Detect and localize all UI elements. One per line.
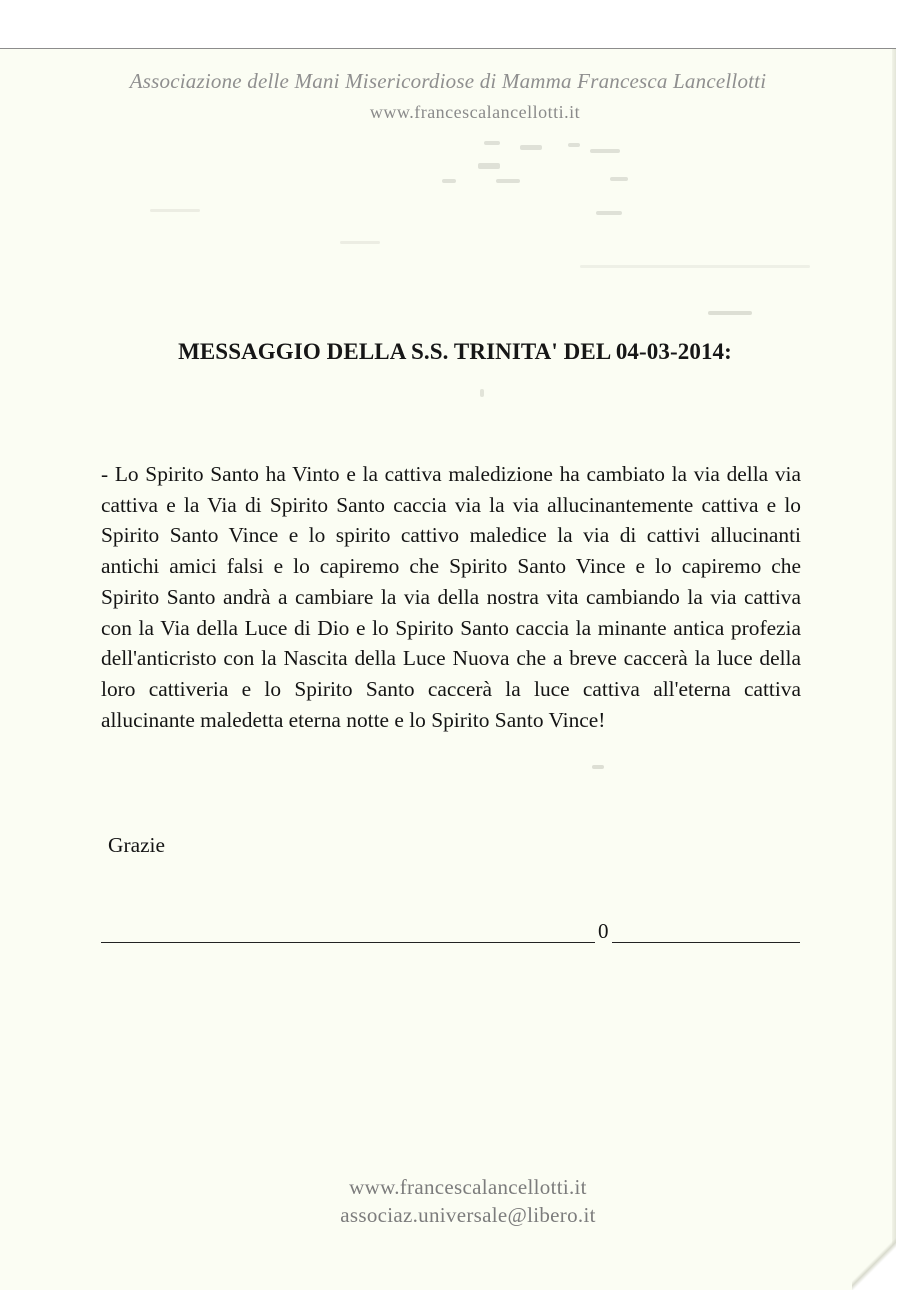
header-website: www.francescalancellotti.it: [369, 102, 581, 122]
header-organization: Associazione delle Mani Misericordiose di Mamma Francesca Lancellotti: [129, 69, 767, 93]
divider-line-left: [101, 942, 595, 943]
scan-smudge: [610, 177, 628, 181]
page-edge: [892, 49, 896, 1290]
scan-smudge: [484, 141, 500, 145]
message-body: - Lo Spirito Santo ha Vinto e la cattiva maledizione ha cambiato la via della via cattiva e la Via di Spirito Santo caccia via la via allucinantemente cattiva e lo Spirito Santo Vince e lo spirito cattivo maledice la via di cattivi allucinanti antichi amici falsi e lo capiremo che Spirito Santo Vince e lo capiremo che Spirito Santo andrà a cambiare la via della nostra vita cambiando la via cattiva con la Via della Luce di Dio e lo Spirito Santo caccia la minante antica profezia dell'anticristo con la Nascita della Luce Nuova che a breve caccerà la luce della loro cattiveria e lo Spirito Santo caccerà la luce cattiva all'eterna cattiva allucinante maledetta eterna notte e lo Spirito Santo Vince!: [101, 462, 801, 732]
scan-smudge: [496, 179, 520, 183]
message-title: MESSAGGIO DELLA S.S. TRINITA' DEL 04-03-2014:: [178, 339, 732, 364]
closing-text: Grazie: [108, 833, 165, 857]
scan-smudge: [520, 145, 542, 150]
divider-line-right: [612, 942, 800, 943]
scan-smudge: [478, 163, 500, 169]
scan-smudge: [442, 179, 456, 183]
scan-smudge: [150, 209, 200, 212]
divider-mark: 0: [598, 919, 609, 943]
scan-smudge: [568, 143, 580, 147]
page-corner-curl: [852, 1238, 896, 1290]
scan-smudge: [596, 211, 622, 215]
scan-smudge: [592, 765, 604, 769]
footer-website: www.francescalancellotti.it: [349, 1175, 587, 1199]
footer-email: associaz.universale@libero.it: [340, 1203, 596, 1227]
scan-smudge: [580, 265, 810, 268]
scan-smudge: [708, 311, 752, 315]
scan-smudge: [340, 241, 380, 244]
document-page: [0, 48, 896, 1290]
scan-smudge: [590, 149, 620, 153]
scan-smudge: [480, 389, 484, 397]
